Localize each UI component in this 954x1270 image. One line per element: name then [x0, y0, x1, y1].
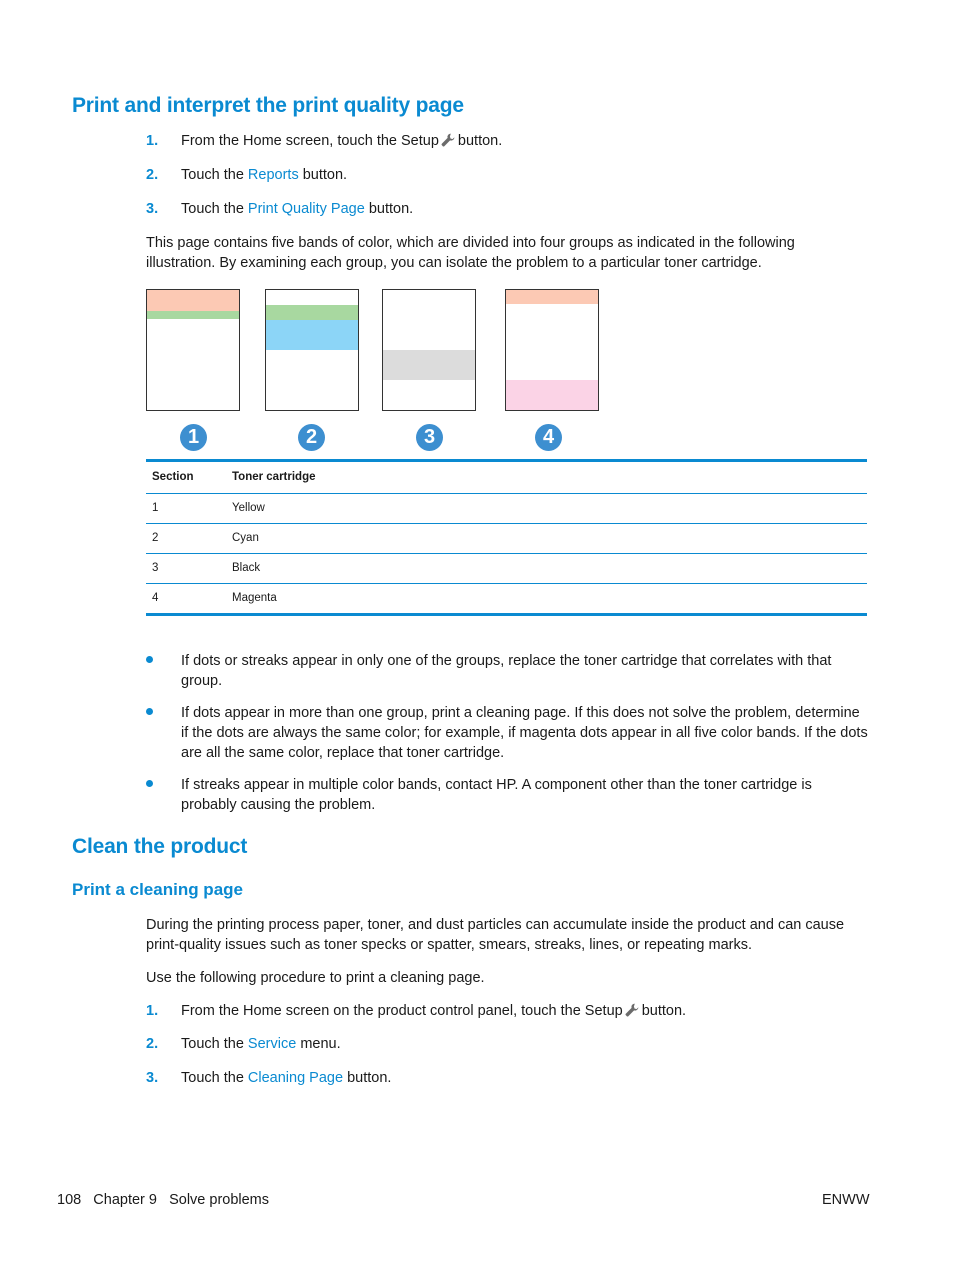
subheading-cleaning-page: Print a cleaning page: [72, 880, 243, 899]
step-number: 3.: [146, 1070, 159, 1086]
cell-section: 3: [152, 562, 159, 574]
band-cyan: [266, 320, 358, 350]
group-badge-4: 4: [535, 424, 562, 451]
step-text: [181, 1003, 686, 1019]
band-peach: [506, 290, 598, 304]
table-row: [146, 494, 867, 523]
print-quality-page-link[interactable]: Print Quality Page: [247, 201, 365, 217]
band-green: [147, 311, 239, 319]
chapter-title: Solve problems: [169, 1192, 270, 1208]
cell-toner: Magenta: [232, 592, 277, 604]
bullet-text: If dots or streaks appear in only one of the groups, replace the toner cartridge that correlates with that group.: [181, 653, 832, 689]
service-link[interactable]: Service: [247, 1036, 297, 1052]
step-number: 2.: [146, 167, 159, 183]
page-heading-clean-product: Clean the product: [72, 835, 248, 858]
step-text-post: button.: [302, 167, 348, 183]
chapter-label: Chapter 9: [93, 1192, 157, 1208]
group-badge-2: 2: [298, 424, 325, 451]
step-text: [181, 1036, 341, 1052]
intro-paragraph: This page contains five bands of color, which are divided into four groups as indicated in the following illustration. By examining each group, you can isolate the problem to a particular toner cartridge.: [146, 235, 795, 271]
step-text-post: button.: [347, 1070, 392, 1086]
band-gray: [383, 350, 475, 380]
step-text-pre: Touch the: [181, 201, 244, 217]
step-text-post: button.: [457, 133, 503, 149]
step-text-post: button.: [368, 201, 414, 217]
page-footer-left: [57, 1192, 269, 1208]
step-text-pre: From the Home screen on the product control panel, touch the Setup: [181, 1003, 623, 1019]
cell-section: 1: [152, 502, 159, 514]
quality-sheet-3: [382, 289, 476, 411]
band-peach: [147, 290, 239, 311]
step-text: [181, 133, 502, 149]
cleaning-page-link[interactable]: Cleaning Page: [247, 1070, 344, 1086]
step-text-pre: Touch the: [181, 1036, 244, 1052]
page-heading-print-quality: Print and interpret the print quality page: [72, 94, 464, 117]
table-row: [146, 583, 867, 613]
step-number: 2.: [146, 1036, 159, 1052]
cell-toner: Yellow: [232, 502, 265, 514]
cell-toner: Black: [232, 562, 261, 574]
step-text-pre: Touch the: [181, 1070, 244, 1086]
procedure-paragraph: Use the following procedure to print a cleaning page.: [146, 970, 485, 986]
step-text: [181, 167, 347, 183]
header-toner-cartridge: Toner cartridge: [232, 471, 316, 483]
step-text-post: button.: [641, 1003, 687, 1019]
step-text-pre: From the Home screen, touch the Setup: [181, 133, 439, 149]
step-text-pre: Touch the: [181, 167, 244, 183]
header-section: Section: [152, 471, 194, 483]
bullet-dot-icon: [146, 656, 153, 663]
cell-section: 4: [152, 592, 159, 604]
band-green: [266, 305, 358, 320]
bullet-text: If streaks appear in multiple color bands, contact HP. A component other than the toner cartridge is probably causing the problem.: [181, 777, 812, 813]
cell-toner: Cyan: [232, 532, 259, 544]
page-number: 108: [57, 1192, 82, 1208]
wrench-icon: [625, 1003, 639, 1017]
toner-cartridge-table: [146, 459, 867, 616]
quality-sheet-4: [505, 289, 599, 411]
step-number: 1.: [146, 133, 159, 149]
page-footer-right: ENWW: [822, 1192, 870, 1208]
bullet-dot-icon: [146, 780, 153, 787]
bullet-text: If dots appear in more than one group, print a cleaning page. If this does not solve the problem, determine if the dots are always the same color; for example, if magenta dots appear in all five color bands. If the dots are all the same color, replace that toner cartridge.: [181, 705, 868, 761]
step-number: 1.: [146, 1003, 159, 1019]
bullet-dot-icon: [146, 708, 153, 715]
cell-section: 2: [152, 532, 159, 544]
table-header-row: [146, 462, 867, 494]
table-row: [146, 553, 867, 583]
band-pink: [506, 380, 598, 410]
quality-sheet-1: [146, 289, 240, 411]
group-badge-3: 3: [416, 424, 443, 451]
step-text: [181, 201, 413, 217]
step-number: 3.: [146, 201, 159, 217]
step-text: [181, 1070, 391, 1086]
reports-link[interactable]: Reports: [247, 167, 299, 183]
step-text-post: menu.: [300, 1036, 341, 1052]
wrench-icon: [441, 133, 455, 147]
table-row: [146, 523, 867, 553]
quality-sheet-2: [265, 289, 359, 411]
group-badge-1: 1: [180, 424, 207, 451]
cleaning-paragraph: During the printing process paper, toner, and dust particles can accumulate inside the product and can cause print-quality issues such as toner specks or spatter, smears, streaks, lines, or repeating marks.: [146, 917, 845, 953]
